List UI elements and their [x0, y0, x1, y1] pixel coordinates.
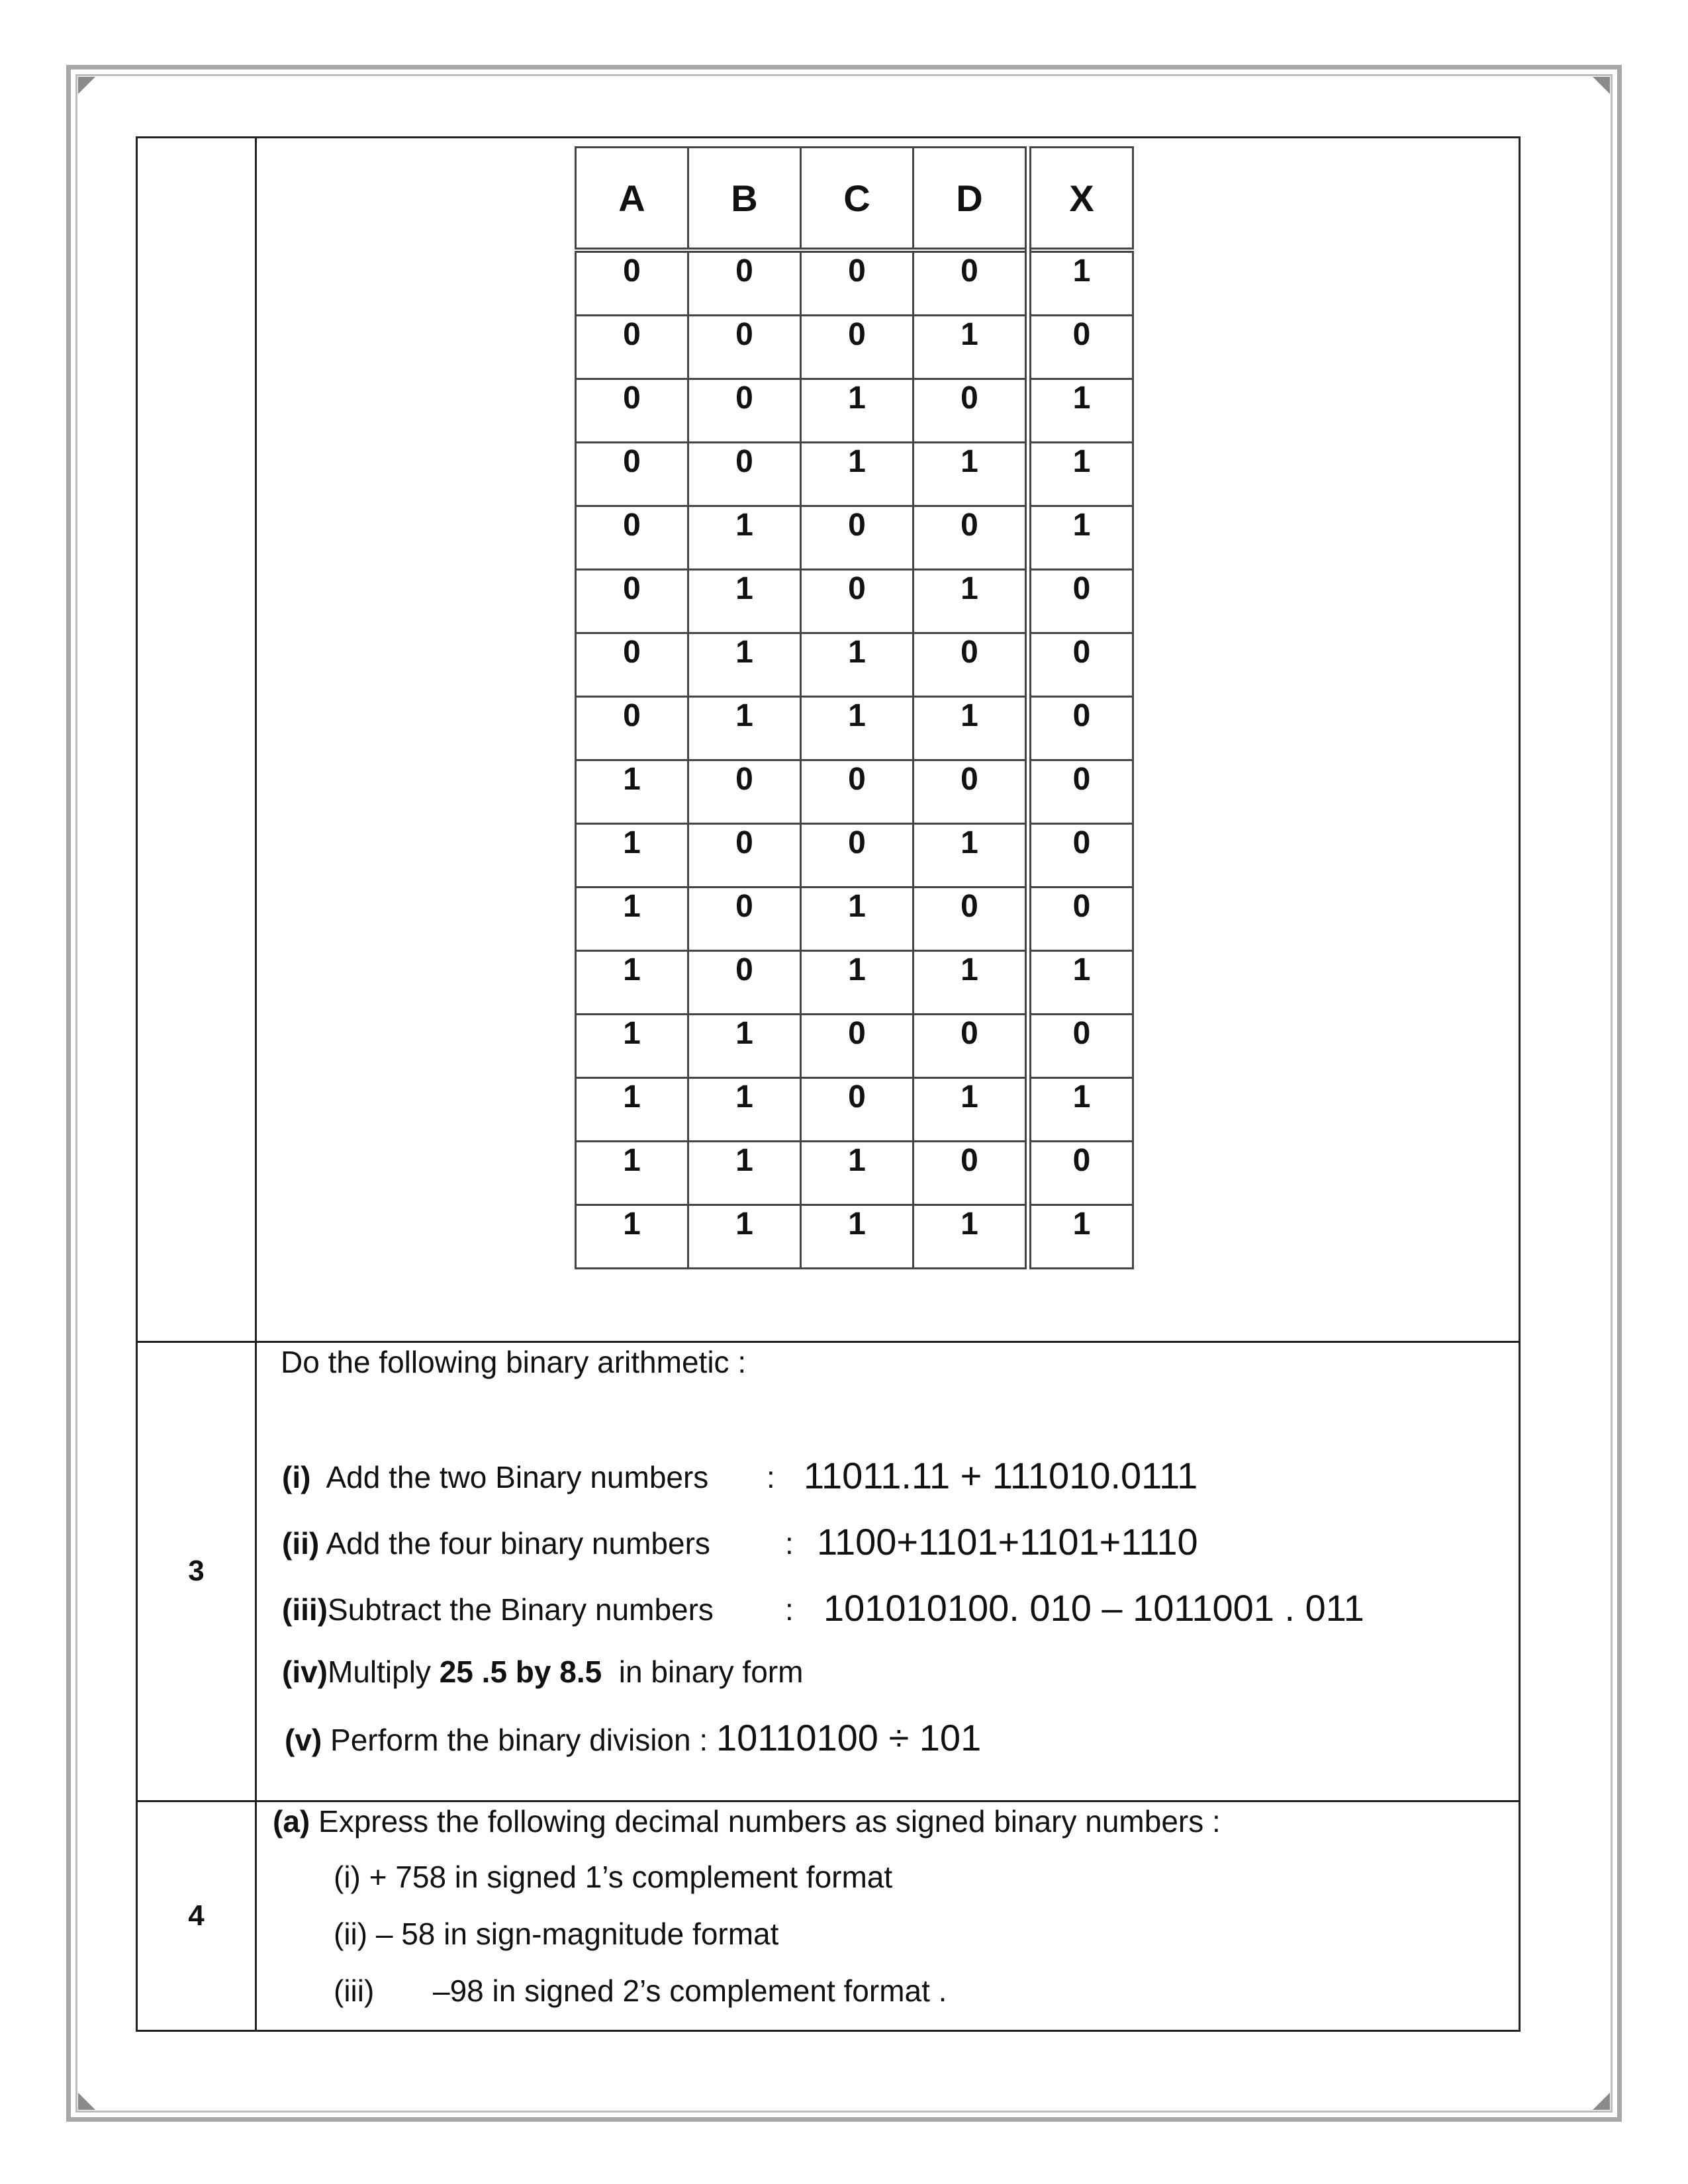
question-table: [136, 136, 1521, 2032]
q3-item-ii: [282, 1525, 710, 1561]
q3-i-colon: :: [767, 1459, 775, 1494]
truth-table-cell: 1: [1028, 379, 1133, 443]
truth-table-cell: 1: [914, 697, 1029, 760]
truth-table-cell: 1: [576, 1078, 688, 1142]
truth-table-cell: 1: [914, 1078, 1029, 1142]
truth-table-row: [576, 760, 1133, 824]
q3-iii-label: (iii): [282, 1592, 328, 1627]
truth-table-cell: 1: [801, 379, 914, 443]
truth-table-cell: 0: [914, 1142, 1029, 1205]
truth-table-cell: 0: [914, 760, 1029, 824]
q3-item-i: [282, 1459, 708, 1495]
question-4-content: [256, 1801, 1520, 2030]
q3-ii-colon: :: [785, 1525, 794, 1561]
question-row-3: [137, 1342, 1520, 1801]
q3-iv-text2: in binary form: [618, 1654, 804, 1689]
q3-i-label: (i): [282, 1459, 311, 1494]
truth-table-cell: 0: [688, 316, 801, 379]
truth-table-row: [576, 443, 1133, 506]
truth-table-cell: 0: [1028, 316, 1133, 379]
truth-table-cell: 1: [688, 506, 801, 570]
truth-table-row: [576, 887, 1133, 951]
truth-table-cell: 1: [914, 824, 1029, 887]
truth-table-cell: 1: [576, 887, 688, 951]
q3-intro: Do the following binary arithmetic :: [281, 1344, 747, 1379]
truth-table-cell: 0: [1028, 824, 1133, 887]
truth-table-cell: 1: [688, 633, 801, 697]
truth-table-cell: 0: [576, 316, 688, 379]
truth-table: [575, 146, 1134, 1269]
truth-table-cell: 1: [576, 1142, 688, 1205]
truth-table-row: [576, 316, 1133, 379]
truth-table-cell: 1: [914, 570, 1029, 633]
truth-table-cell: 0: [914, 887, 1029, 951]
truth-table-body: [576, 250, 1133, 1269]
q3-v-label: (v): [285, 1722, 322, 1757]
truth-table-cell: 0: [914, 250, 1029, 316]
truth-table-row: [576, 633, 1133, 697]
q3-iv-values: 25 .5 by 8.5: [439, 1654, 602, 1689]
question-content-cell: [256, 138, 1520, 1342]
truth-table-cell: 1: [688, 1015, 801, 1078]
truth-table-cell: 0: [576, 633, 688, 697]
truth-table-cell: 0: [576, 570, 688, 633]
truth-table-cell: 1: [801, 1142, 914, 1205]
truth-table-cell: 0: [1028, 633, 1133, 697]
q3-v-colon: :: [699, 1722, 708, 1757]
q4-sub-iii-label: (iii): [334, 1973, 375, 2008]
truth-table-cell: 0: [576, 250, 688, 316]
truth-table-cell: 1: [576, 1015, 688, 1078]
truth-table-cell: 0: [801, 570, 914, 633]
truth-table-cell: 1: [801, 697, 914, 760]
corner-ornament: [1593, 2093, 1610, 2110]
truth-table-cell: 0: [801, 824, 914, 887]
truth-table-header-a: A: [576, 148, 688, 251]
corner-ornament: [78, 77, 95, 94]
truth-table-cell: 0: [1028, 1015, 1133, 1078]
truth-table-row: [576, 951, 1133, 1015]
truth-table-row: [576, 379, 1133, 443]
corner-ornament: [78, 2093, 95, 2110]
truth-table-cell: 1: [801, 951, 914, 1015]
q3-i-expression: 11011.11 + 111010.0111: [804, 1454, 1198, 1496]
truth-table-row: [576, 697, 1133, 760]
truth-table-cell: 0: [576, 697, 688, 760]
truth-table-cell: 1: [914, 1205, 1029, 1269]
truth-table-cell: 0: [801, 316, 914, 379]
corner-ornament: [1593, 77, 1610, 94]
q3-item-v: [285, 1716, 981, 1759]
truth-table-cell: 1: [1028, 951, 1133, 1015]
truth-table-header-x: X: [1028, 148, 1133, 251]
truth-table-row: [576, 1015, 1133, 1078]
truth-table-cell: 1: [1028, 250, 1133, 316]
q3-iii-expression: 101010100. 010 – 1011001 . 011: [823, 1586, 1364, 1629]
truth-table-row: [576, 250, 1133, 316]
question-number-cell: [137, 138, 256, 1342]
q3-iv-label: (iv): [282, 1654, 328, 1689]
truth-table-cell: 1: [576, 824, 688, 887]
truth-table-container: [575, 146, 1150, 1269]
truth-table-cell: 1: [1028, 1205, 1133, 1269]
truth-table-cell: 0: [801, 1078, 914, 1142]
truth-table-header-b: B: [688, 148, 801, 251]
q4-a-label: (a): [273, 1803, 310, 1839]
truth-table-header-d: D: [914, 148, 1029, 251]
truth-table-cell: 0: [688, 250, 801, 316]
truth-table-cell: 0: [1028, 1142, 1133, 1205]
q4-sub-i: (i) + 758 in signed 1’s complement format: [334, 1859, 893, 1894]
truth-table-cell: 0: [1028, 570, 1133, 633]
truth-table-cell: 0: [914, 1015, 1029, 1078]
truth-table-row: [576, 506, 1133, 570]
q3-iii-text: Subtract the Binary numbers: [327, 1592, 714, 1627]
q3-ii-text: Add the four binary numbers: [326, 1525, 710, 1561]
truth-table-cell: 0: [688, 951, 801, 1015]
truth-table-row: [576, 1078, 1133, 1142]
truth-table-cell: 0: [688, 443, 801, 506]
q3-i-text: Add the two Binary numbers: [326, 1459, 709, 1494]
truth-table-cell: 0: [688, 887, 801, 951]
truth-table-cell: 1: [576, 760, 688, 824]
truth-table-cell: 1: [801, 887, 914, 951]
truth-table-cell: 1: [801, 1205, 914, 1269]
truth-table-cell: 1: [688, 1142, 801, 1205]
truth-table-cell: 0: [576, 506, 688, 570]
truth-table-cell: 1: [688, 570, 801, 633]
q4-sub-iii-text: –98 in signed 2’s complement format .: [433, 1973, 947, 2008]
truth-table-cell: 0: [914, 633, 1029, 697]
question-number: 3: [137, 1342, 256, 1801]
truth-table-cell: 0: [1028, 887, 1133, 951]
truth-table-cell: 1: [576, 951, 688, 1015]
question-row-4: [137, 1801, 1520, 2030]
truth-table-cell: 1: [914, 443, 1029, 506]
truth-table-cell: 0: [1028, 760, 1133, 824]
truth-table-row: [576, 1142, 1133, 1205]
truth-table-cell: 1: [801, 443, 914, 506]
truth-table-cell: 0: [688, 379, 801, 443]
question-row-truth-table: [137, 138, 1520, 1342]
q4-sub-ii: (ii) – 58 in sign-magnitude format: [334, 1916, 779, 1951]
truth-table-cell: 1: [1028, 1078, 1133, 1142]
truth-table-row: [576, 1205, 1133, 1269]
q3-ii-label: (ii): [282, 1525, 320, 1561]
q3-v-text: Perform the binary division: [330, 1722, 691, 1757]
truth-table-cell: 1: [1028, 506, 1133, 570]
q3-iii-colon: :: [785, 1592, 794, 1627]
question-number: 4: [137, 1801, 256, 2030]
truth-table-cell: 0: [576, 379, 688, 443]
truth-table-cell: 0: [688, 760, 801, 824]
truth-table-cell: 1: [688, 1078, 801, 1142]
truth-table-cell: 1: [1028, 443, 1133, 506]
truth-table-cell: 0: [1028, 697, 1133, 760]
q3-iv-text1: Multiply: [328, 1654, 431, 1689]
truth-table-cell: 0: [688, 824, 801, 887]
truth-table-cell: 0: [914, 379, 1029, 443]
truth-table-row: [576, 570, 1133, 633]
truth-table-cell: 0: [801, 250, 914, 316]
truth-table-cell: 0: [801, 760, 914, 824]
truth-table-cell: 1: [914, 951, 1029, 1015]
q3-ii-expression: 1100+1101+1101+1110: [817, 1520, 1198, 1563]
truth-table-cell: 1: [801, 633, 914, 697]
truth-table-cell: 0: [801, 1015, 914, 1078]
truth-table-header: [576, 148, 1133, 251]
truth-table-cell: 0: [801, 506, 914, 570]
q4-a-text: Express the following decimal numbers as signed binary numbers :: [318, 1803, 1221, 1839]
truth-table-cell: 1: [688, 1205, 801, 1269]
truth-table-cell: 0: [576, 443, 688, 506]
truth-table-cell: 1: [914, 316, 1029, 379]
q3-item-iv: [282, 1654, 803, 1690]
q4-item-a: [273, 1803, 1221, 1839]
question-3-content: [256, 1342, 1520, 1801]
truth-table-cell: 1: [688, 697, 801, 760]
truth-table-header-c: C: [801, 148, 914, 251]
truth-table-cell: 1: [576, 1205, 688, 1269]
truth-table-cell: 0: [914, 506, 1029, 570]
truth-table-row: [576, 824, 1133, 887]
q3-v-expression: 10110100 ÷ 101: [716, 1716, 982, 1758]
q3-item-iii: [282, 1592, 714, 1627]
